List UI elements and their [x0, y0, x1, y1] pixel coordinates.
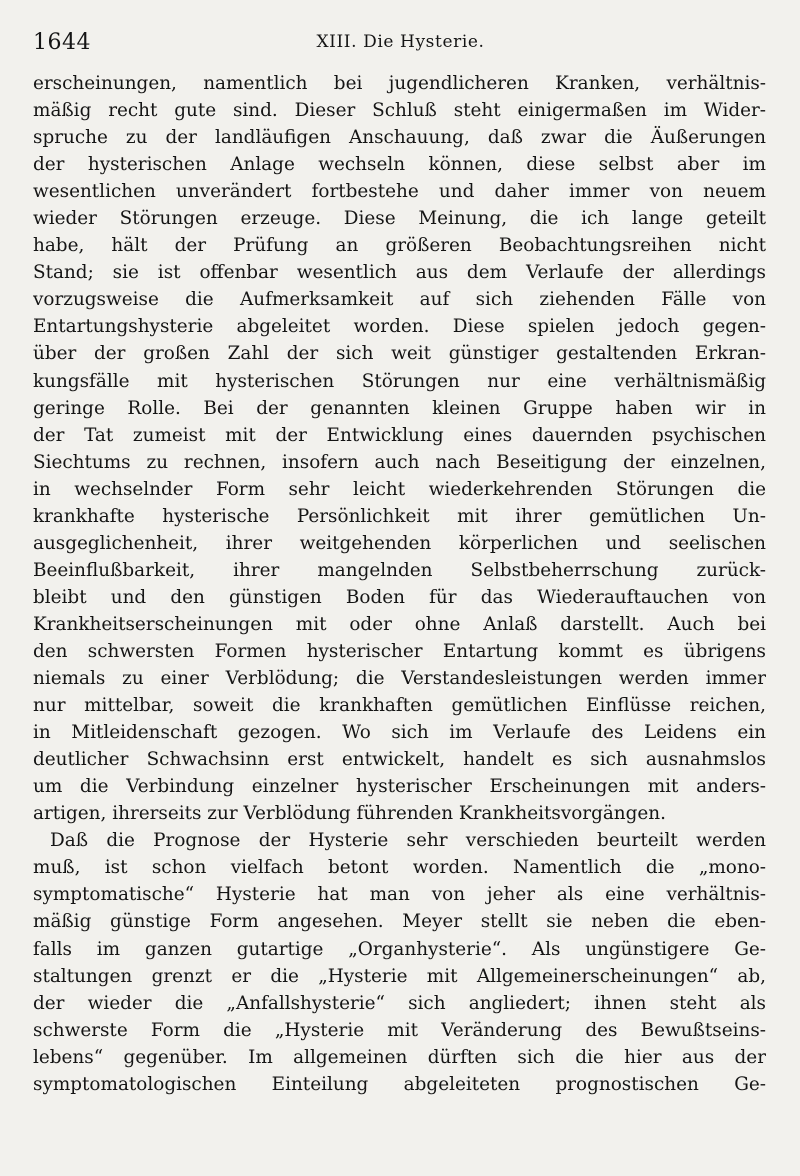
running-title: XIII. Die Hysterie. — [316, 32, 485, 52]
paragraph-end-line: artigen, ihrerseits zur Verblödung führenden Krankheitsvorgängen. — [33, 803, 666, 825]
text-line: habe, hält der Prüfung an größeren Beobachtungsreihen nicht — [33, 235, 766, 257]
text-line: deutlicher Schwachsinn erst entwickelt, handelt es sich ausnahmslos — [33, 749, 766, 771]
body-text — [33, 70, 766, 1098]
text-line: muß, ist schon vielfach betont worden. Namentlich die „mono- — [33, 857, 766, 879]
text-line: der Tat zumeist mit der Entwicklung eines dauernden psychischen — [33, 424, 766, 446]
text-line: erscheinungen, namentlich bei jugendlicheren Kranken, verhältnis- — [33, 73, 766, 94]
text-line: vorzugsweise die Aufmerksamkeit auf sich ziehenden Fälle von — [33, 289, 766, 311]
text-line: um die Verbindung einzelner hysterischer Erscheinungen mit anders- — [33, 776, 766, 798]
text-line: Beeinflußbarkeit, ihrer mangelnden Selbstbeherrschung zurück- — [33, 559, 766, 581]
page-header — [33, 30, 768, 60]
text-line: falls im ganzen gutartige „Organhysterie“. Als ungünstigere Ge- — [33, 938, 766, 960]
text-line: bleibt und den günstigen Boden für das Wiederauftauchen von — [33, 586, 766, 608]
page-number: 1644 — [33, 30, 91, 55]
text-line: spruche zu der landläufigen Anschauung, daß zwar die Äußerungen — [33, 127, 766, 149]
text-line: in Mitleidenschaft gezogen. Wo sich im Verlaufe des Leidens ein — [33, 722, 766, 744]
text-line: niemals zu einer Verblödung; die Verstandesleistungen werden immer — [33, 668, 766, 690]
text-line: Siechtums zu rechnen, insofern auch nach Beseitigung der einzelnen, — [33, 451, 766, 473]
text-line: in wechselnder Form sehr leicht wiederkehrenden Störungen die — [33, 478, 766, 500]
text-line: Krankheitserscheinungen mit oder ohne Anlaß darstellt. Auch bei — [33, 613, 766, 635]
text-line: geringe Rolle. Bei der genannten kleinen Gruppe haben wir in — [33, 397, 766, 419]
text-line: wesentlichen unverändert fortbestehe und daher immer von neuem — [33, 181, 766, 203]
text-line: wieder Störungen erzeuge. Diese Meinung, die ich lange geteilt — [33, 208, 766, 230]
text-line: symptomatische“ Hysterie hat man von jeher als eine verhältnis- — [33, 884, 766, 906]
text-line: ausgeglichenheit, ihrer weitgehenden körperlichen und seelischen — [33, 532, 766, 554]
text-line: der wieder die „Anfallshysterie“ sich angliedert; ihnen steht als — [33, 992, 766, 1014]
text-line: über der großen Zahl der sich weit günstiger gestaltenden Erkran- — [33, 343, 766, 365]
text-line: staltungen grenzt er die „Hysterie mit Allgemeinerscheinungen“ ab, — [33, 965, 766, 987]
text-line: kungsfälle mit hysterischen Störungen nur eine verhältnismäßig — [33, 370, 766, 392]
text-line: lebens“ gegenüber. Im allgemeinen dürften sich die hier aus der — [33, 1046, 766, 1068]
text-line: den schwersten Formen hysterischer Entartung kommt es übrigens — [33, 640, 766, 662]
text-line: Stand; sie ist offenbar wesentlich aus dem Verlaufe der allerdings — [33, 262, 766, 284]
text-line: schwerste Form die „Hysterie mit Veränderung des Bewußtseins- — [33, 1019, 766, 1041]
text-line: krankhafte hysterische Persönlichkeit mit ihrer gemütlichen Un- — [33, 505, 766, 527]
paragraph-start-line: Daß die Prognose der Hysterie sehr verschieden beurteilt werden — [50, 830, 766, 852]
text-line: mäßig günstige Form angesehen. Meyer stellt sie neben die eben- — [33, 911, 766, 933]
text-line: mäßig recht gute sind. Dieser Schluß steht einigermaßen im Wider- — [33, 100, 766, 122]
text-line: Entartungshysterie abgeleitet worden. Diese spielen jedoch gegen- — [33, 316, 766, 338]
text-line: der hysterischen Anlage wechseln können, diese selbst aber im — [33, 154, 766, 176]
text-line: symptomatologischen Einteilung abgeleiteten prognostischen Ge- — [33, 1073, 766, 1095]
text-line: nur mittelbar, soweit die krankhaften gemütlichen Einflüsse reichen, — [33, 695, 766, 717]
